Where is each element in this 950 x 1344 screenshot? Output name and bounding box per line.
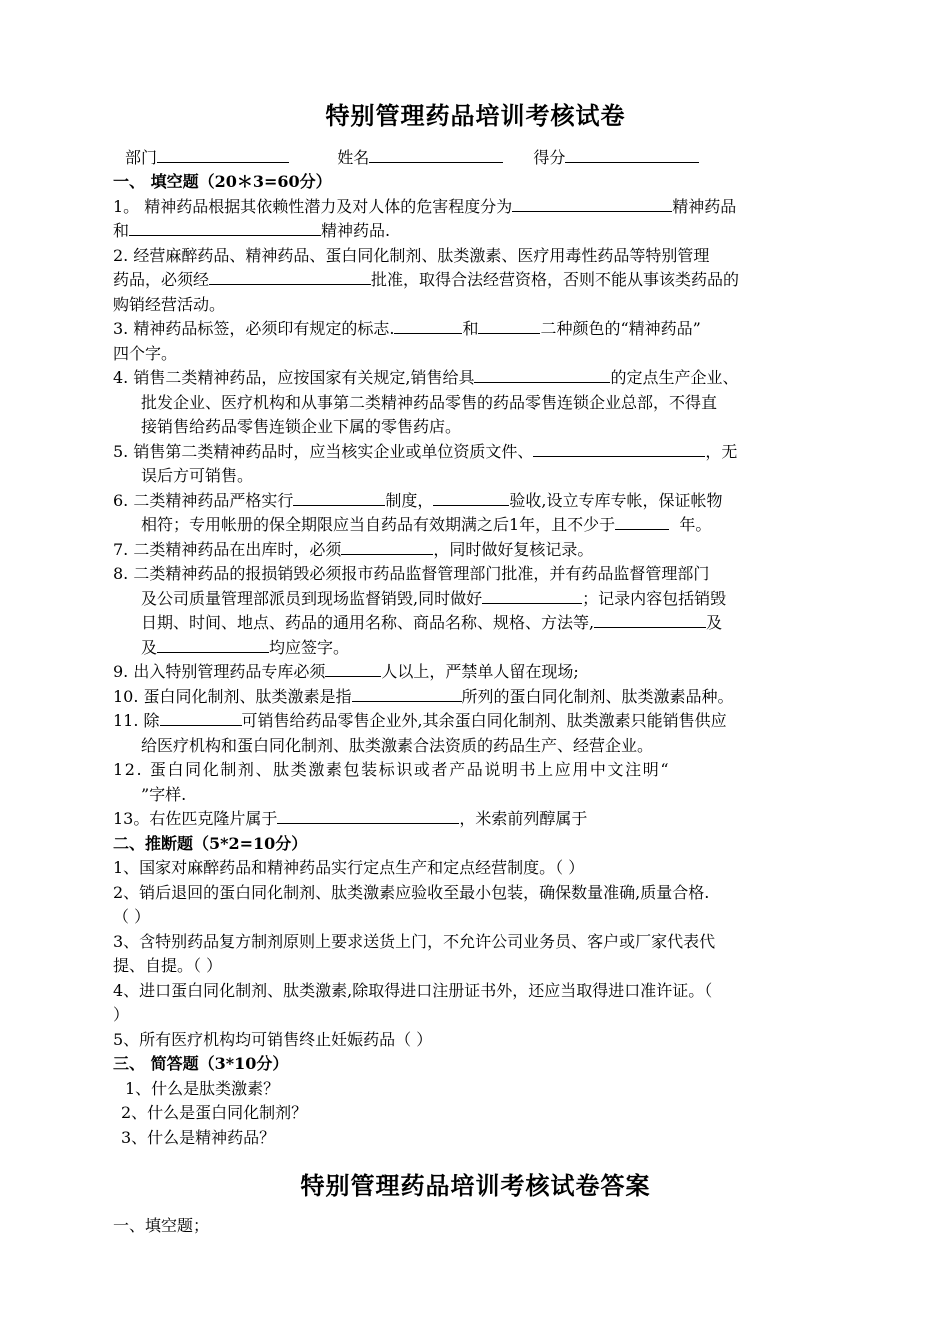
q3-text: 3. 精神药品标签，必须印有规定的标志. — [113, 319, 395, 338]
q3-blank-2[interactable] — [478, 318, 540, 334]
q4-text: 4. 销售二类精神药品，应按国家有关规定,销售给具 — [113, 368, 475, 387]
question-5 — [113, 440, 838, 465]
question-7 — [113, 538, 838, 563]
q7-text: 7. 二类精神药品在出库时，必须 — [113, 539, 342, 559]
question-11 — [113, 709, 838, 734]
q6-text-5: 年。 — [679, 515, 712, 534]
q6-blank-3[interactable] — [615, 514, 669, 530]
question-8-cont-2 — [113, 611, 838, 636]
q6-text: 6. 二类精神药品严格实行 — [113, 490, 294, 510]
section-judgement-heading: 二、推断题（5*2=10分） — [113, 833, 308, 853]
question-8-cont-3 — [113, 636, 838, 661]
short-answer-3: 3、什么是精神药品？ — [121, 1127, 276, 1147]
judgement-3-cont: 提、自提。（ ） — [113, 956, 223, 975]
question-12: 12. 蛋白同化制剂、肽类激素包装标识或者产品说明书上应用中文注明“ — [113, 760, 671, 779]
q11-blank[interactable] — [160, 710, 242, 726]
question-2-cont — [113, 268, 838, 293]
q10-text-2: 所列的蛋白同化制剂、肽类激素品种。 — [461, 686, 734, 706]
q8-text-3: ；记录内容包括销毁 — [582, 588, 727, 608]
q2-text-3: 批准，取得合法经营资格，否则不能从事该类药品的 — [371, 270, 740, 289]
q11-text: 11. 除 — [113, 711, 160, 730]
q10-blank[interactable] — [352, 686, 462, 702]
q5-text-2: ，无 — [705, 441, 738, 461]
q5-blank[interactable] — [533, 441, 705, 457]
question-4-cont: 批发企业、医疗机构和从事第二类精神药品零售的药品零售连锁企业总部，不得直 — [141, 392, 718, 412]
q9-blank[interactable] — [325, 661, 381, 677]
q13-blank[interactable] — [277, 808, 459, 824]
question-1 — [113, 195, 838, 220]
q9-text: 9. 出入特别管理药品专库必须 — [113, 662, 326, 681]
question-8-cont — [113, 587, 838, 612]
q1-text-3: 和 — [113, 221, 130, 240]
question-6 — [113, 489, 838, 514]
question-9 — [113, 660, 838, 685]
q4-blank[interactable] — [474, 367, 610, 383]
question-12-cont: ”字样. — [141, 784, 187, 804]
q3-text-3: 二种颜色的“精神药品” — [540, 319, 701, 338]
dept-blank[interactable] — [157, 147, 289, 163]
question-2: 2. 经营麻醉药品、精神药品、蛋白同化制剂、肽类激素、医疗用毒性药品等特别管理 — [113, 245, 710, 265]
q9-text-2: 人以上，严禁单人留在现场; — [381, 662, 579, 681]
q7-text-2: ，同时做好复核记录。 — [433, 539, 594, 559]
q1-blank-1[interactable] — [512, 196, 672, 212]
q6-text-3: 验收,设立专库专帐，保证帐物 — [509, 490, 723, 510]
q6-blank-1[interactable] — [293, 490, 385, 506]
answer-section-1: 一、填空题； — [113, 1216, 210, 1235]
short-answer-1: 1、什么是肽类激素？ — [125, 1078, 280, 1098]
judgement-4: 4、进口蛋白同化制剂、肽类激素,除取得进口注册证书外，还应当取得进口准许证。（ — [113, 980, 713, 1000]
judgement-4-cont: ） — [113, 1005, 130, 1024]
section-short-answer-heading: 三、 简答题（3*10分） — [113, 1054, 289, 1073]
q8-text-6: 及 — [141, 637, 158, 657]
q4-text-2: 的定点生产企业、 — [610, 368, 739, 387]
q1-text-2: 精神药品 — [672, 196, 737, 216]
q10-text: 10. 蛋白同化制剂、肽类激素是指 — [113, 686, 352, 706]
q1-text-4: 精神药品. — [321, 221, 391, 240]
q1-text: 1。 精神药品根据其依赖性潜力及对人体的危害程度分为 — [113, 196, 513, 216]
judgement-1: 1、国家对麻醉药品和精神药品实行定点生产和定点经营制度。（ ） — [113, 858, 585, 877]
q8-blank-3[interactable] — [157, 637, 269, 653]
q8-text-4: 日期、时间、地点、药品的通用名称、商品名称、规格、方法等, — [141, 613, 595, 632]
judgement-2-cont: （ ） — [113, 907, 151, 926]
short-answer-2: 2、什么是蛋白同化制剂？ — [121, 1103, 308, 1122]
q5-text: 5. 销售第二类精神药品时，应当核实企业或单位资质文件、 — [113, 441, 534, 461]
q7-blank[interactable] — [341, 539, 433, 555]
q2-blank[interactable] — [209, 269, 371, 285]
name-label: 姓名 — [337, 148, 370, 167]
q1-blank-2[interactable] — [129, 220, 321, 236]
judgement-5: 5、所有医疗机构均可销售终止妊娠药品（ ） — [113, 1029, 433, 1049]
page-title: 特别管理药品培训考核试卷 — [325, 101, 626, 130]
question-2-cont-2: 购销经营活动。 — [113, 294, 226, 314]
question-3-cont: 四个字。 — [113, 343, 178, 363]
q6-text-2: 制度， — [385, 490, 434, 510]
dept-label: 部门 — [125, 148, 158, 167]
answer-title: 特别管理药品培训考核试卷答案 — [300, 1171, 651, 1200]
q11-text-2: 可销售给药品零售企业外,其余蛋白同化制剂、肽类激素只能销售供应 — [241, 711, 727, 730]
judgement-2: 2、销后退回的蛋白同化制剂、肽类激素应验收至最小包装，确保数量准确,质量合格. — [113, 882, 710, 902]
q6-text-4: 相符；专用帐册的保全期限应当自药品有效期满之后1年，且不少于 — [141, 515, 616, 534]
score-blank[interactable] — [565, 147, 699, 163]
q13-text-2: ，米索前列醇属于 — [459, 809, 588, 828]
question-5-cont: 误后方可销售。 — [141, 466, 254, 485]
q3-blank-1[interactable] — [394, 318, 462, 334]
question-4-cont-2: 接销售给药品零售连锁企业下属的零售药店。 — [141, 417, 462, 436]
section-fill-blank-heading: 一、 填空题（20＊3=60分） — [113, 172, 332, 191]
score-label: 得分 — [533, 148, 566, 167]
q3-text-2: 和 — [462, 319, 479, 338]
question-10 — [113, 685, 838, 710]
question-13 — [113, 807, 838, 832]
name-blank[interactable] — [369, 147, 503, 163]
q8-text-5: 及 — [706, 613, 723, 632]
question-1-cont — [113, 219, 838, 244]
header-fields — [113, 146, 838, 170]
q6-blank-2[interactable] — [433, 490, 509, 506]
q8-text-7: 均应签字。 — [269, 637, 350, 657]
q8-blank-1[interactable] — [482, 588, 582, 604]
question-8: 8. 二类精神药品的报损销毁必须报市药品监督管理部门批准，并有药品监督管理部门 — [113, 564, 710, 583]
question-4 — [113, 366, 838, 391]
question-6-cont — [113, 513, 838, 538]
question-11-cont: 给医疗机构和蛋白同化制剂、肽类激素合法资质的药品生产、经营企业。 — [141, 735, 654, 755]
q2-text-2: 药品，必须经 — [113, 270, 210, 289]
q8-blank-2[interactable] — [594, 612, 706, 628]
exam-paper — [113, 100, 838, 1239]
question-3 — [113, 317, 838, 342]
q13-text: 13。右佐匹克隆片属于 — [113, 809, 278, 828]
q8-text-2: 及公司质量管理部派员到现场监督销毁,同时做好 — [141, 588, 483, 608]
judgement-3: 3、含特别药品复方制剂原则上要求送货上门，不允许公司业务员、客户或厂家代表代 — [113, 931, 716, 951]
